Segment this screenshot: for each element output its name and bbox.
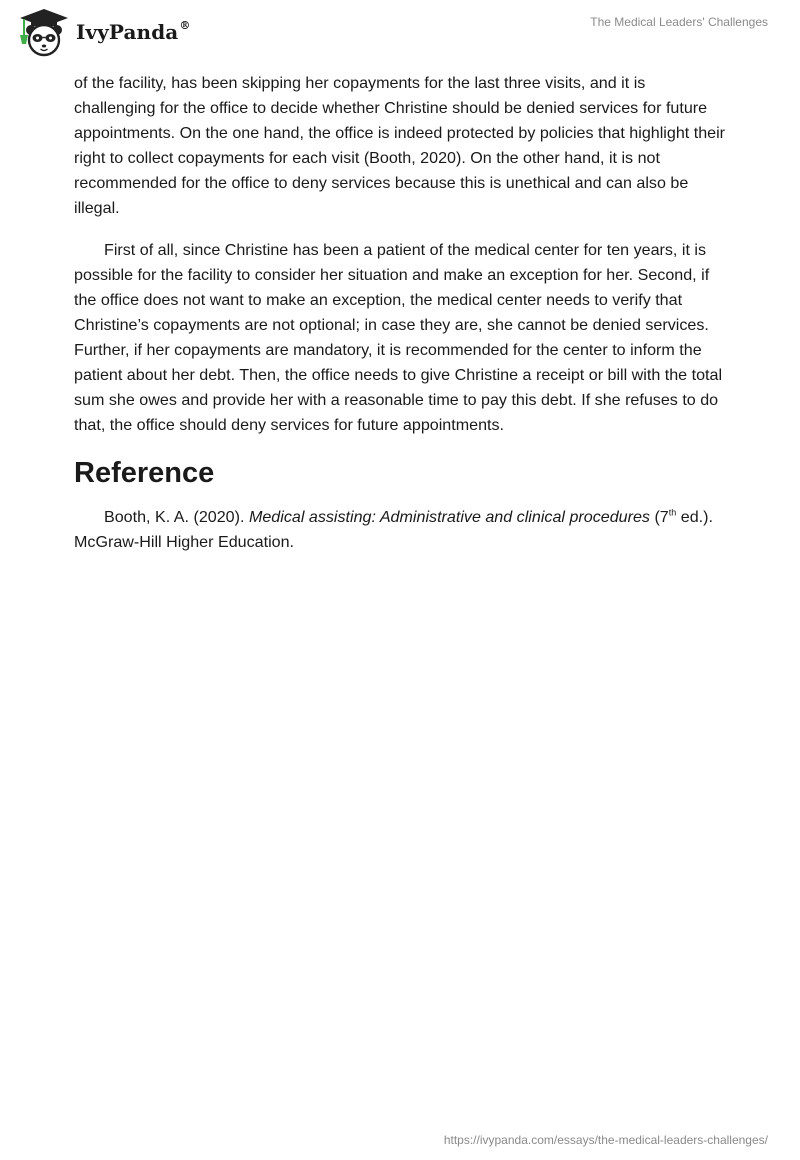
reference-author-year: Booth, K. A. (2020).: [104, 508, 249, 526]
reference-entry: [74, 505, 726, 555]
reference-edition-suffix: th: [668, 507, 677, 518]
reference-book-title: Medical assisting: Administrative and clinical procedures: [248, 508, 650, 526]
page-header: [0, 0, 800, 60]
document-body: [74, 71, 726, 555]
panda-graduate-logo-icon: [14, 8, 76, 58]
reference-edition-open: (7: [649, 508, 669, 526]
reference-publisher: ed.). McGraw-Hill Higher Education.: [74, 508, 713, 551]
source-url-link[interactable]: https://ivypanda.com/essays/the-medical-leaders-challenges/: [443, 1133, 768, 1147]
body-paragraph-2: First of all, since Christine has been a patient of the medical center for ten years, it is possible for the facility to consider her situation and make an exception for her. Second, if the office does not want to make an exception, the medical center needs to verify that Christine’s copayments are not optional; in case they are, she cannot be denied services. Further, if her copayments are mandatory, it is recommended for the center to inform the patient about her debt. Then, the office needs to give Christine a receipt or bill with the total sum she owes and provide her with a reasonable time to pay this debt. If she refuses to do that, the office should deny services for future appointments.: [74, 241, 723, 434]
brand-logo[interactable]: [14, 8, 190, 58]
document-title: The Medical Leaders' Challenges: [590, 15, 768, 29]
registered-mark: ®: [179, 19, 191, 33]
body-paragraph-1: of the facility, has been skipping her copayments for the last three visits, and it is challenging for the office to decide whether Christine should be denied services for future appointments. On the one hand, the office is indeed protected by policies that highlight their right to collect copayments for each visit (Booth, 2020). On the other hand, it is not recommended for the office to deny services because this is unethical and can also be illegal.: [74, 74, 726, 217]
reference-heading: Reference: [74, 457, 215, 489]
brand-name: IvyPanda®: [76, 19, 191, 44]
